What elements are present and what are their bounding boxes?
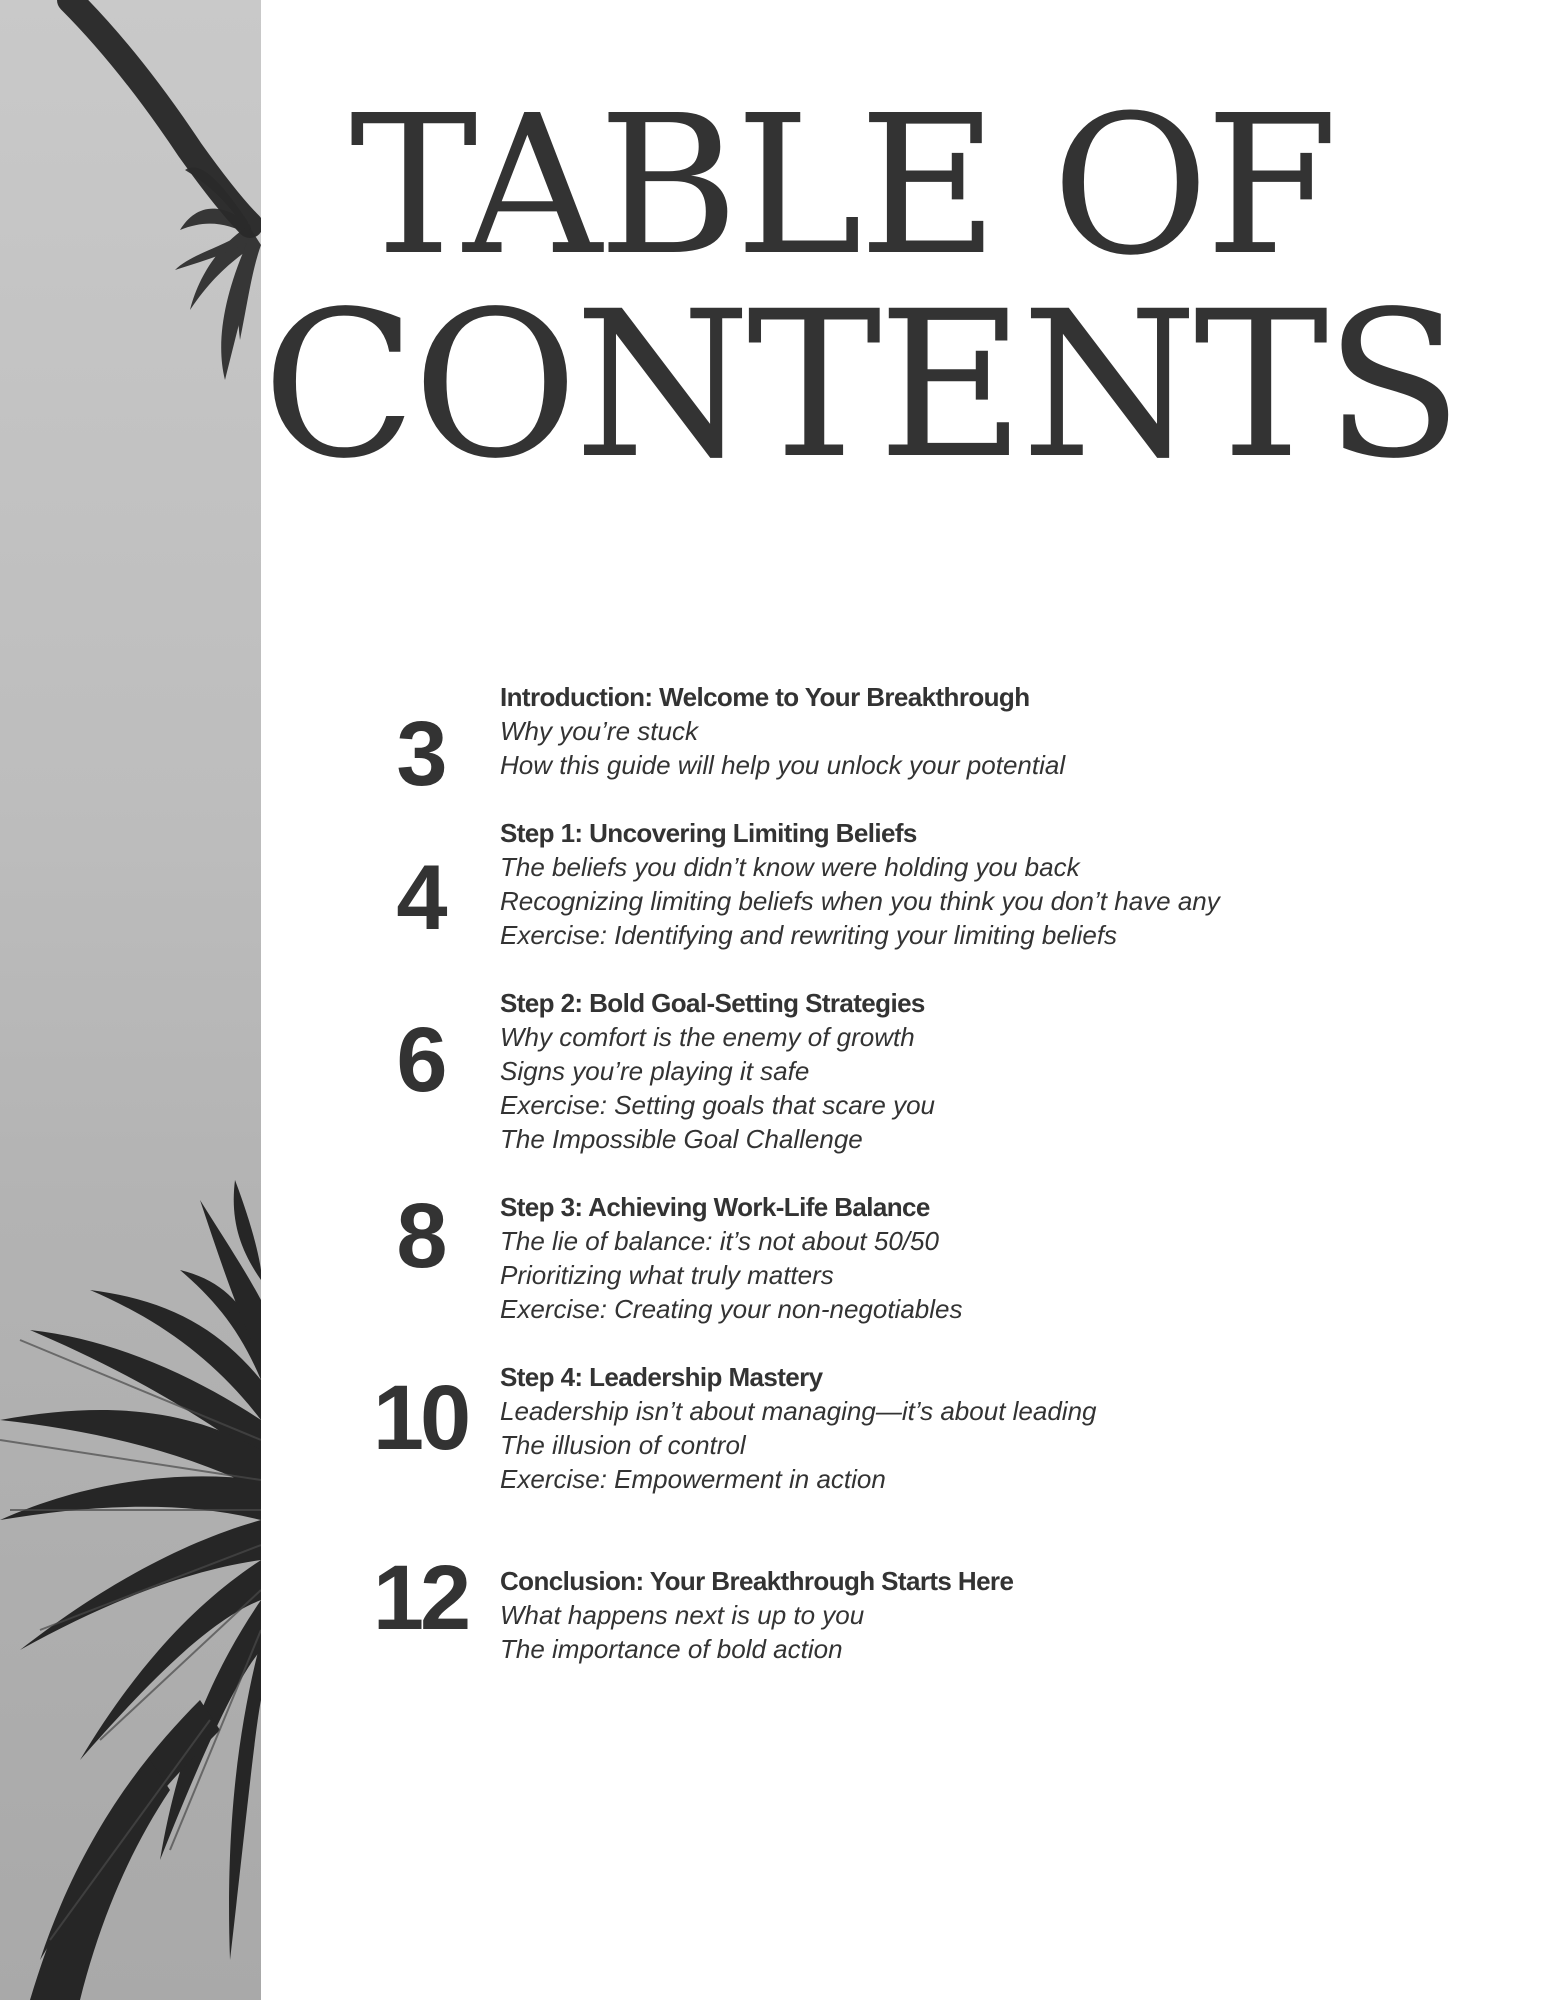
page-number: 10 bbox=[372, 1367, 468, 1469]
palm-tree-photo bbox=[0, 0, 261, 2000]
toc-subitem: The importance of bold action bbox=[500, 1634, 843, 1664]
toc-subitem: Signs you’re playing it safe bbox=[500, 1056, 810, 1086]
toc-subitem: Exercise: Creating your non-negotiables bbox=[500, 1294, 963, 1324]
toc-subitem: The Impossible Goal Challenge bbox=[500, 1124, 863, 1154]
toc-entry-text bbox=[500, 1564, 1360, 1666]
toc-subitem: Leadership isn’t about managing—it’s about leading bbox=[500, 1396, 1097, 1426]
toc-subitem: Recognizing limiting beliefs when you think you don’t have any bbox=[500, 886, 1220, 916]
toc-entry-text bbox=[500, 1360, 1360, 1496]
toc-subitem: What happens next is up to you bbox=[500, 1600, 865, 1630]
page-number: 4 bbox=[396, 847, 444, 949]
toc-entry-text bbox=[500, 680, 1360, 782]
palm-tree-illustration bbox=[0, 0, 261, 2000]
toc-subitem: Exercise: Identifying and rewriting your limiting beliefs bbox=[500, 920, 1118, 950]
title-line-1: TABLE OF bbox=[349, 75, 1335, 298]
toc-subitem: Exercise: Setting goals that scare you bbox=[500, 1090, 936, 1120]
page-number: 3 bbox=[396, 703, 444, 805]
page-number: 12 bbox=[372, 1547, 468, 1649]
toc-subitem: How this guide will help you unlock your potential bbox=[500, 750, 1066, 780]
toc-heading: Introduction: Welcome to Your Breakthrough bbox=[500, 682, 1030, 712]
toc-subitem: Why comfort is the enemy of growth bbox=[500, 1022, 915, 1052]
title-line-2: CONTENTS bbox=[262, 267, 1459, 503]
toc-heading: Step 4: Leadership Mastery bbox=[500, 1362, 823, 1392]
toc-subitem: Exercise: Empowerment in action bbox=[500, 1464, 886, 1494]
table-of-contents bbox=[350, 0, 1350, 2000]
toc-subitem: Prioritizing what truly matters bbox=[500, 1260, 834, 1290]
toc-heading: Step 2: Bold Goal-Setting Strategies bbox=[500, 988, 925, 1018]
toc-subitem: The beliefs you didn’t know were holding you back bbox=[500, 852, 1080, 882]
toc-entry-text bbox=[500, 986, 1360, 1156]
toc-entry-text bbox=[500, 816, 1360, 952]
toc-entry-text bbox=[500, 1190, 1360, 1326]
page-number: 8 bbox=[396, 1185, 444, 1287]
toc-heading: Step 3: Achieving Work-Life Balance bbox=[500, 1192, 930, 1222]
toc-subitem: The illusion of control bbox=[500, 1430, 746, 1460]
toc-heading: Step 1: Uncovering Limiting Beliefs bbox=[500, 818, 917, 848]
toc-heading: Conclusion: Your Breakthrough Starts Here bbox=[500, 1566, 1014, 1596]
page-number: 6 bbox=[396, 1009, 444, 1111]
toc-subitem: The lie of balance: it’s not about 50/50 bbox=[500, 1226, 939, 1256]
toc-subitem: Why you’re stuck bbox=[500, 716, 698, 746]
